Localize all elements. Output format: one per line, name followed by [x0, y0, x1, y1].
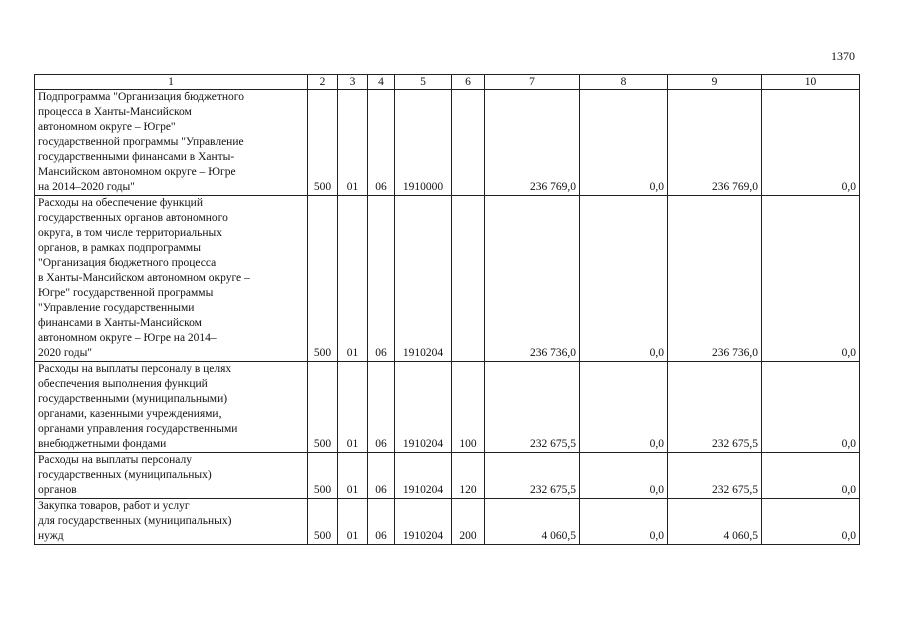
section-code: 01: [338, 90, 368, 196]
ministry-code: 500: [308, 90, 338, 196]
amount-total: 232 675,5: [485, 362, 580, 453]
target-item-code: 1910204: [395, 453, 452, 499]
section-code: 01: [338, 453, 368, 499]
expense-type-code: [452, 90, 485, 196]
column-header: 6: [452, 75, 485, 90]
expense-type-code: [452, 196, 485, 362]
amount-total: 232 675,5: [485, 453, 580, 499]
item-name: Расходы на выплаты персоналу государственных (муниципальных) органов: [35, 453, 308, 499]
expense-type-code: 200: [452, 499, 485, 545]
ministry-code: 500: [308, 362, 338, 453]
amount-col-8: 0,0: [580, 90, 668, 196]
table-row: [35, 499, 860, 545]
amount-col-9: 236 736,0: [668, 196, 762, 362]
column-header: 2: [308, 75, 338, 90]
budget-table: [34, 74, 860, 545]
column-header: 7: [485, 75, 580, 90]
column-header: 1: [35, 75, 308, 90]
table-row: [35, 196, 860, 362]
header-row: [35, 75, 860, 90]
ministry-code: 500: [308, 453, 338, 499]
subsection-code: 06: [368, 362, 395, 453]
amount-col-8: 0,0: [580, 196, 668, 362]
amount-col-10: 0,0: [762, 90, 860, 196]
item-name: Расходы на выплаты персоналу в целях обеспечения выполнения функций государственными (муниципальными) органами, казенными учреждениями, органами управления государственными внебюджетными фондами: [35, 362, 308, 453]
section-code: 01: [338, 499, 368, 545]
page-number: 1370: [831, 49, 855, 63]
column-header: 8: [580, 75, 668, 90]
amount-total: 236 769,0: [485, 90, 580, 196]
column-header: 9: [668, 75, 762, 90]
amount-col-9: 236 769,0: [668, 90, 762, 196]
section-code: 01: [338, 362, 368, 453]
target-item-code: 1910204: [395, 362, 452, 453]
amount-col-10: 0,0: [762, 196, 860, 362]
table-row: [35, 362, 860, 453]
target-item-code: 1910204: [395, 499, 452, 545]
amount-col-8: 0,0: [580, 362, 668, 453]
ministry-code: 500: [308, 196, 338, 362]
subsection-code: 06: [368, 196, 395, 362]
ministry-code: 500: [308, 499, 338, 545]
amount-col-9: 232 675,5: [668, 453, 762, 499]
target-item-code: 1910000: [395, 90, 452, 196]
column-header: 5: [395, 75, 452, 90]
amount-col-8: 0,0: [580, 499, 668, 545]
subsection-code: 06: [368, 453, 395, 499]
column-header: 4: [368, 75, 395, 90]
amount-total: 236 736,0: [485, 196, 580, 362]
subsection-code: 06: [368, 499, 395, 545]
expense-type-code: 120: [452, 453, 485, 499]
column-header: 10: [762, 75, 860, 90]
amount-col-8: 0,0: [580, 453, 668, 499]
amount-total: 4 060,5: [485, 499, 580, 545]
amount-col-10: 0,0: [762, 362, 860, 453]
amount-col-9: 232 675,5: [668, 362, 762, 453]
table-row: [35, 90, 860, 196]
table-row: [35, 453, 860, 499]
expense-type-code: 100: [452, 362, 485, 453]
target-item-code: 1910204: [395, 196, 452, 362]
amount-col-10: 0,0: [762, 453, 860, 499]
subsection-code: 06: [368, 90, 395, 196]
item-name: Закупка товаров, работ и услуг для государственных (муниципальных) нужд: [35, 499, 308, 545]
item-name: Расходы на обеспечение функций государственных органов автономного округа, в том числе территориальных органов, в рамках подпрограммы "Организация бюджетного процесса в Ханты-Мансийском автономном округе – Югре" государственной программы "Управление государственными финансами в Ханты-Мансийском автономном округе – Югре на 2014– 2020 годы": [35, 196, 308, 362]
column-header: 3: [338, 75, 368, 90]
section-code: 01: [338, 196, 368, 362]
amount-col-9: 4 060,5: [668, 499, 762, 545]
item-name: Подпрограмма "Организация бюджетного процесса в Ханты-Мансийском автономном округе – Югре" государственной программы "Управление государственными финансами в Ханты- Мансийском автономном округе – Югре на 2014–2020 годы": [35, 90, 308, 196]
amount-col-10: 0,0: [762, 499, 860, 545]
